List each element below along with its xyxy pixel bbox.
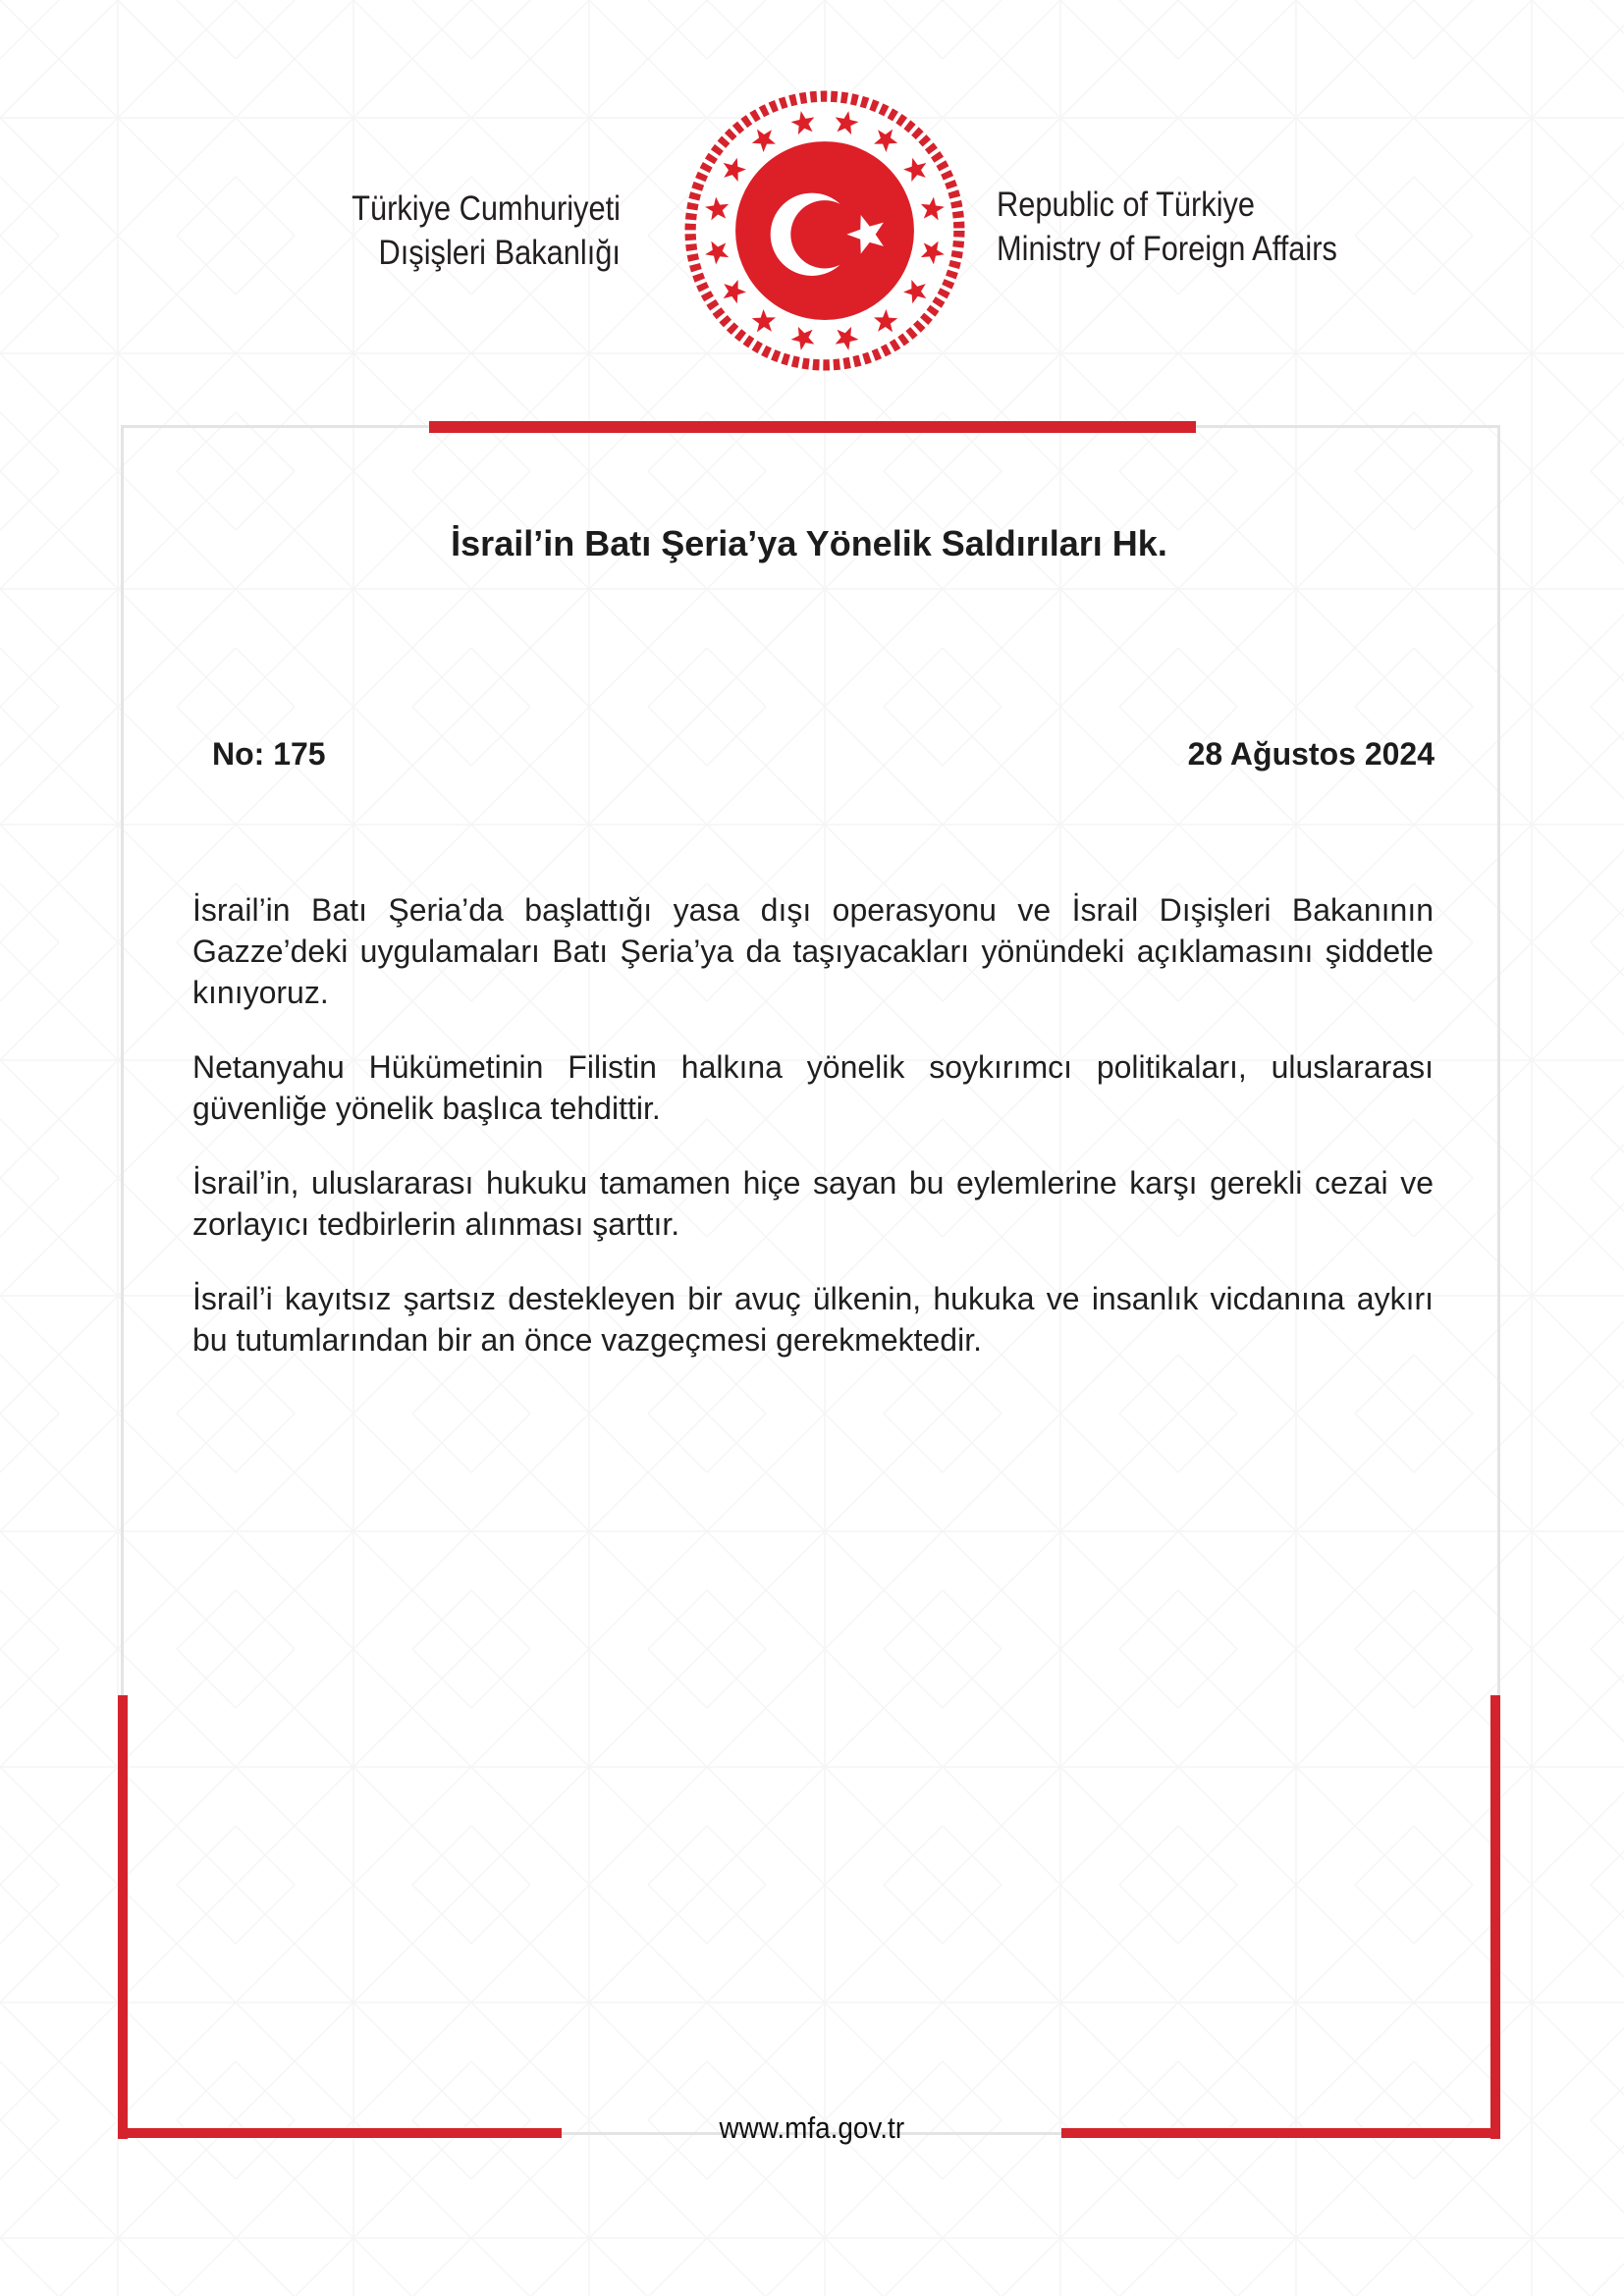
org-name-turkish [266, 187, 621, 275]
release-number: No: 175 [212, 736, 326, 772]
page-title: İsrail’in Batı Şeria’ya Yönelik Saldırıları Hk. [451, 523, 1167, 563]
paragraph-3: İsrail’in, uluslararası hukuku tamamen hiçe sayan bu eylemlerine karşı gerekli cezai ve zorlayıcı tedbirlerin alınması şarttır. [192, 1165, 1434, 1242]
release-date: 28 Ağustos 2024 [1187, 736, 1435, 772]
footer [0, 2110, 1624, 2146]
org-name-english [997, 183, 1337, 271]
website-link[interactable]: www.mfa.gov.tr [719, 2110, 905, 2145]
mfa-emblem-icon [677, 83, 972, 378]
frame-accent-right [1490, 1695, 1500, 2139]
org-name-turkish-line1: Türkiye Cumhuriyeti [352, 189, 621, 228]
frame-accent-top [429, 421, 1196, 433]
paragraph-2: Netanyahu Hükümetinin Filistin halkına yönelik soykırımcı politikaları, uluslararası güvenliğe yönelik başlıca tehdittir. [192, 1049, 1434, 1126]
number-date-row [212, 736, 1435, 773]
org-name-english-line2: Ministry of Foreign Affairs [997, 230, 1337, 268]
paragraph-1: İsrail’in Batı Şeria’da başlattığı yasa dışı operasyonu ve İsrail Dışişleri Bakanının Gazze’deki uygulamaları Batı Şeria’ya da taşıyacakları yönündeki açıklamasını şiddetle kınıyoruz. [192, 892, 1434, 1010]
paragraph-4: İsrail’i kayıtsız şartsız destekleyen bir avuç ülkenin, hukuka ve insanlık vicdanına aykırı bu tutumlarından bir an önce vazgeçmesi gerekmektedir. [192, 1281, 1434, 1358]
org-name-turkish-line2: Dışişleri Bakanlığı [378, 234, 621, 272]
body-text [192, 889, 1434, 1394]
org-name-english-line1: Republic of Türkiye [997, 186, 1256, 224]
frame-accent-left [118, 1695, 128, 2139]
crescent-star-icon [735, 141, 914, 320]
